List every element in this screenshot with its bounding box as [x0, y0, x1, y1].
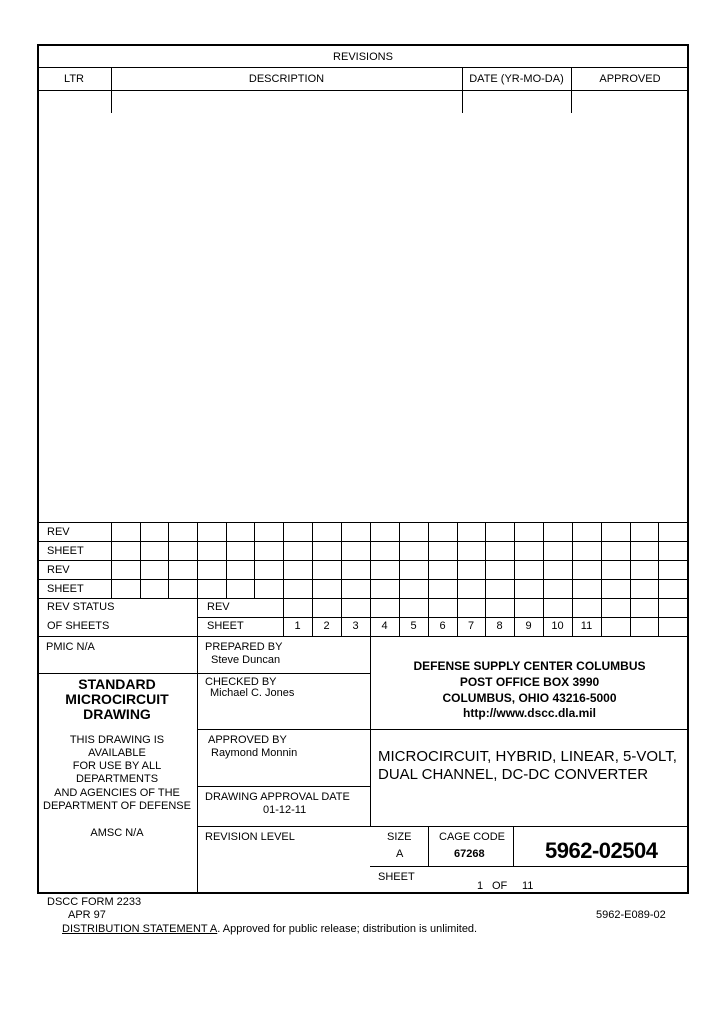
grid-divider: [226, 522, 227, 598]
grid-divider: [658, 522, 659, 598]
grid-divider: [457, 522, 458, 598]
rule: [37, 90, 689, 91]
sheet-label: SHEET: [378, 871, 415, 883]
availability-line: DEPARTMENT OF DEFENSE: [43, 800, 191, 812]
grid-divider: [168, 522, 169, 598]
rule: [37, 598, 689, 599]
distribution-label: DISTRIBUTION STATEMENT A: [62, 923, 218, 935]
sheet-number-cell: 1: [294, 620, 301, 632]
rule: [197, 729, 370, 730]
grid-divider: [341, 522, 342, 598]
distribution-statement: [62, 923, 477, 935]
rev-label: REV: [47, 526, 70, 538]
sheet-total: 11: [522, 880, 534, 892]
prepared-by-name: Steve Duncan: [211, 654, 281, 666]
sheet-number-cell: 3: [352, 620, 359, 632]
grid-divider: [658, 598, 659, 636]
drawing-number: 5962-02504: [545, 838, 658, 863]
availability-line: FOR USE BY ALL: [72, 760, 162, 772]
grid-divider: [601, 598, 602, 636]
sheet-number-cell: 2: [323, 620, 330, 632]
standard-line: DRAWING: [83, 706, 151, 722]
size-value: A: [396, 848, 404, 860]
distribution-text: . Approved for public release; distribution is unlimited.: [217, 923, 478, 935]
sheet-label: SHEET: [207, 620, 244, 632]
drawing-title-line: DUAL CHANNEL, DC-DC CONVERTER: [378, 766, 649, 783]
revisions-heading: REVISIONS: [333, 51, 393, 63]
sheet-current: 1: [477, 880, 484, 892]
prepared-by-label: PREPARED BY: [205, 641, 283, 653]
grid-divider: [140, 522, 141, 598]
grid-divider: [399, 522, 400, 598]
rule: [37, 522, 689, 523]
rule: [37, 560, 689, 561]
col-description: DESCRIPTION: [248, 73, 325, 85]
cage-code-value: 67268: [454, 848, 485, 860]
approval-date: 01-12-11: [263, 804, 307, 816]
col-approved: APPROVED: [599, 73, 661, 85]
grid-divider: [572, 522, 573, 598]
grid-divider: [428, 522, 429, 598]
agency-city: COLUMBUS, OHIO 43216-5000: [442, 691, 617, 705]
col-date: DATE (YR-MO-DA): [469, 73, 564, 85]
approved-by-name: Raymond Monnin: [211, 747, 298, 759]
rule: [37, 673, 197, 674]
availability-line: THIS DRAWING IS: [69, 734, 165, 746]
rule: [197, 826, 689, 827]
revision-level-label: REVISION LEVEL: [205, 831, 295, 843]
grid-divider: [630, 598, 631, 636]
rule: [370, 866, 689, 867]
grid-divider: [312, 522, 313, 598]
pmic: PMIC N/A: [46, 641, 95, 653]
rule: [37, 67, 689, 68]
of-sheets-label: OF SHEETS: [47, 620, 110, 632]
approval-date-label: DRAWING APPROVAL DATE: [205, 791, 350, 803]
sheet-number-cell: 7: [467, 620, 475, 632]
rev-label: REV: [47, 564, 70, 576]
amsc: AMSC N/A: [90, 827, 144, 839]
agency-name: DEFENSE SUPPLY CENTER COLUMBUS: [413, 659, 646, 673]
approved-by-label: APPROVED BY: [208, 734, 287, 746]
form-date: APR 97: [68, 909, 106, 921]
availability-line: AND AGENCIES OF THE: [54, 787, 180, 799]
divider: [111, 522, 112, 598]
sheet-number-cell: 10: [551, 620, 564, 632]
sheet-label: SHEET: [47, 545, 84, 557]
sheet-number-cell: 11: [580, 620, 593, 632]
grid-divider: [630, 522, 631, 598]
sheet-of: OF: [492, 880, 508, 892]
grid-divider: [543, 522, 544, 598]
availability-line: DEPARTMENTS: [75, 773, 159, 785]
sheet-label: SHEET: [47, 583, 84, 595]
grid-divider: [254, 522, 255, 598]
grid-divider: [197, 522, 198, 598]
rev-status-label: REV STATUS: [47, 601, 115, 613]
sheet-number-cell: 6: [439, 620, 446, 632]
form-number: DSCC FORM 2233: [47, 896, 142, 908]
sheet-number-cell: 9: [525, 620, 532, 632]
agency-url: http://www.dscc.dla.mil: [463, 706, 596, 720]
document-code: 5962-E089-02: [596, 909, 666, 921]
divider: [513, 826, 514, 866]
availability-line: AVAILABLE: [88, 747, 146, 759]
rule: [37, 636, 689, 637]
rule: [197, 617, 689, 618]
divider: [197, 636, 198, 894]
grid-divider: [485, 522, 486, 598]
divider: [197, 598, 198, 636]
sheet-number-cell: 8: [496, 620, 503, 632]
rev-label: REV: [207, 601, 230, 613]
cage-code-label: CAGE CODE: [439, 831, 506, 843]
standard-line: STANDARD: [78, 676, 156, 692]
standard-line: MICROCIRCUIT: [65, 691, 169, 707]
checked-by-name: Michael C. Jones: [210, 687, 295, 699]
grid-divider: [283, 522, 284, 598]
rule: [197, 673, 370, 674]
rule: [37, 579, 689, 580]
sheet-number-cell: 5: [410, 620, 417, 632]
rule: [370, 729, 689, 730]
checked-by-label: CHECKED BY: [205, 676, 277, 688]
col-ltr: LTR: [64, 73, 84, 85]
drawing-title-line: MICROCIRCUIT, HYBRID, LINEAR, 5-VOLT,: [378, 748, 677, 765]
grid-divider: [514, 522, 515, 598]
rule: [37, 541, 689, 542]
grid-divider: [370, 522, 371, 598]
size-label: SIZE: [387, 831, 412, 843]
divider: [428, 826, 429, 866]
sheet-number-cell: 4: [381, 620, 388, 632]
rule: [197, 786, 370, 787]
agency-address: POST OFFICE BOX 3990: [459, 675, 600, 689]
grid-divider: [601, 522, 602, 598]
